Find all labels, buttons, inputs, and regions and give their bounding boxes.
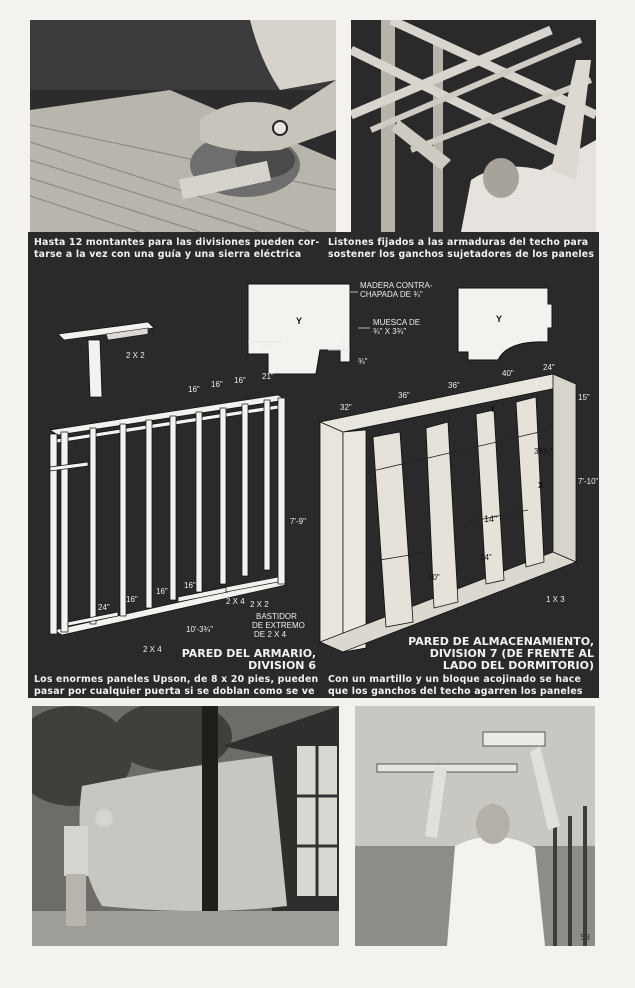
storage-dim-10: 10": [428, 573, 440, 582]
construction-diagram: [28, 262, 599, 672]
closet-label-2x2: 2 X 2: [250, 600, 269, 609]
detail-notch-1: MUESCA DE: [373, 318, 421, 327]
detail-notch-2: ¾" X 3¾": [373, 327, 407, 336]
closet-bottom-dim-3: 16": [156, 587, 168, 596]
photo-ceiling-battens: [351, 20, 596, 232]
detail-y-left: Y: [296, 316, 303, 326]
storage-top-dim-5: 24": [543, 363, 555, 372]
storage-height: 7'-10": [578, 477, 599, 486]
detail-plywood-1: MADERA CONTRA-: [360, 281, 433, 290]
closet-top-dim-4: 21": [262, 372, 274, 381]
caption-line: Los enormes paneles Upson, de 8 x 20 pies, pueden: [34, 674, 319, 685]
photo-circular-saw: [30, 20, 336, 232]
caption-bottom-right: [328, 674, 596, 698]
closet-label-2x4-b: 2 X 4: [143, 645, 162, 654]
caption-line: Listones fijados a las armaduras del techo para: [328, 237, 589, 248]
caption-line: Hasta 12 montantes para las divisiones pueden cor-: [34, 237, 320, 248]
closet-bottom-dim-1: 24": [98, 603, 110, 612]
closet-end-frame-3: DE 2 X 4: [254, 630, 287, 639]
closet-top-dim-3: 16": [234, 376, 246, 385]
storage-top-dim-3: 36": [448, 381, 460, 390]
caption-line: sostener los ganchos sujetadores de los paneles: [328, 249, 595, 260]
closet-top-dim-1: 16": [188, 385, 200, 394]
storage-title-line: DIVISION 7 (DE FRENTE AL: [429, 647, 594, 660]
storage-label-x: X: [538, 481, 544, 490]
closet-length: 10'-3¾": [186, 625, 214, 634]
closet-bottom-dim-4: 16": [184, 581, 196, 590]
caption-line: pasar por cualquier puerta si se doblan como se ve: [34, 686, 315, 697]
storage-top-dim-4: 40": [502, 369, 514, 378]
closet-label-2x4-a: 2 X 4: [226, 597, 245, 606]
closet-wall-frame: [50, 395, 286, 635]
storage-dim-24: 24": [480, 553, 492, 562]
detail-plywood-2: CHAPADA DE ¾": [360, 290, 423, 299]
photo-bent-panel: [32, 706, 339, 946]
photo-hammer-ceiling: [355, 706, 595, 946]
closet-bottom-dim-2: 16": [126, 595, 138, 604]
closet-height: 7'-9": [290, 517, 306, 526]
caption-line: que los ganchos del techo agarren los paneles: [328, 686, 583, 697]
storage-label-1x3: 1 X 3: [546, 595, 565, 604]
detail-dim-3: 3": [340, 340, 348, 349]
storage-top-dim-1: 32": [340, 403, 352, 412]
caption-bottom-left: [34, 674, 319, 698]
detail-dim-10: 10": [260, 343, 272, 352]
detail-dim-34: ¾": [358, 357, 368, 366]
detail-y-right: Y: [496, 314, 503, 324]
closet-title: [170, 648, 316, 672]
storage-title-line: LADO DEL DORMITORIO): [442, 659, 594, 672]
caption-top-left: [34, 237, 320, 261]
storage-title: [400, 636, 594, 672]
closet-end-frame-1: BASTIDOR: [256, 612, 297, 621]
storage-title-line: PARED DE ALMACENAMIENTO,: [408, 635, 594, 648]
storage-label-y: Y: [490, 405, 496, 414]
caption-line: tarse a la vez con una guía y una sierra eléctrica: [34, 249, 302, 260]
storage-wall: [320, 374, 576, 652]
caption-top-right: [328, 237, 596, 261]
closet-title-line: DIVISION 6: [248, 659, 316, 672]
closet-top-dim-2: 16": [211, 380, 223, 389]
closet-title-line: PARED DEL ARMARIO,: [181, 647, 316, 660]
caption-line: Con un martillo y un bloque acojinado se hace: [328, 674, 582, 685]
detail-board-right: [458, 288, 552, 360]
page-number: 53: [580, 933, 591, 942]
storage-dim-15: 15": [578, 393, 590, 402]
storage-top-dim-2: 36": [398, 391, 410, 400]
closet-label-2x2-top: 2 X 2: [126, 351, 145, 360]
storage-dim-36-75: 36¾": [534, 447, 553, 456]
storage-dim-14: 14": [484, 514, 498, 524]
detail-board-left: [248, 284, 350, 374]
closet-end-frame-2: DE EXTREMO: [252, 621, 305, 630]
